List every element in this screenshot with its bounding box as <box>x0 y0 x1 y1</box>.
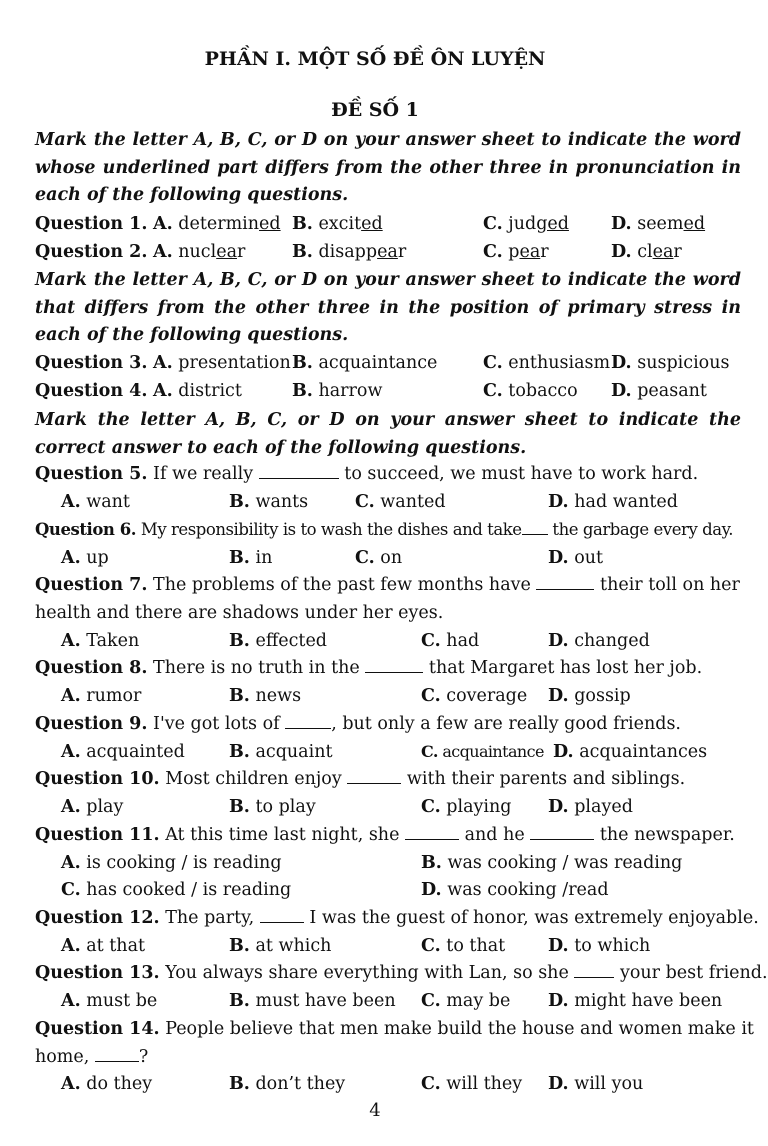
question-6: Question 6. My responsibility is to wash the dishes and take the garbage every day. <box>35 520 734 539</box>
q8-option-a: A. rumor <box>61 686 142 706</box>
q3-option-b: B. acquaintance <box>292 353 438 373</box>
q10-option-d: D. played <box>548 797 633 817</box>
q6-option-d: D. out <box>548 548 604 568</box>
q14-option-c: C. will they <box>421 1074 523 1094</box>
question-13: Question 13. You always share everything with Lan, so she your best friend. <box>35 963 768 983</box>
instruction-stress: Mark the letter A, B, C, or D on your answer sheet to indicate the word that differs from the other three in the position of primary stress in each of the following questions. <box>35 270 741 345</box>
q12-option-d: D. to which <box>548 936 651 956</box>
q7-option-b: B. effected <box>229 631 328 651</box>
q1-option-b: B. excited <box>292 214 383 234</box>
q5-option-b: B. wants <box>229 492 309 512</box>
q13-option-d: D. might have been <box>548 991 723 1011</box>
q14-option-a: A. do they <box>61 1074 153 1094</box>
q14-option-d: D. will you <box>548 1074 644 1094</box>
q2-option-b: B. disappear <box>292 242 407 262</box>
question-1: Question 1. A. determined <box>35 214 281 234</box>
q11-option-b: B. was cooking / was reading <box>421 853 683 873</box>
q11-option-a: A. is cooking / is reading <box>61 853 282 873</box>
q7-option-a: A. Taken <box>61 631 140 651</box>
q8-option-b: B. news <box>229 686 302 706</box>
question-4: Question 4. A. district <box>35 381 242 401</box>
q9-option-c: C. acquaintance <box>421 742 544 761</box>
question-12: Question 12. The party, I was the guest of honor, was extremely enjoyable. <box>35 908 759 928</box>
q4-option-b: B. harrow <box>292 381 383 401</box>
q2-option-d: D. clear <box>611 242 682 262</box>
q13-option-b: B. must have been <box>229 991 396 1011</box>
question-14-line-2: home, ? <box>35 1047 149 1067</box>
q3-option-c: C. enthusiasm <box>483 353 611 373</box>
q2-option-c: C. pear <box>483 242 549 262</box>
q10-option-a: A. play <box>61 797 124 817</box>
q3-option-d: D. suspicious <box>611 353 730 373</box>
q7-option-c: C. had <box>421 631 480 651</box>
question-10: Question 10. Most children enjoy with their parents and siblings. <box>35 769 686 789</box>
q10-option-b: B. to play <box>229 797 316 817</box>
q5-option-c: C. wanted <box>355 492 446 512</box>
q6-option-b: B. in <box>229 548 273 568</box>
q6-option-a: A. up <box>61 548 109 568</box>
q1-option-c: C. judged <box>483 214 569 234</box>
q5-option-d: D. had wanted <box>548 492 678 512</box>
q9-option-b: B. acquaint <box>229 742 333 762</box>
q13-option-a: A. must be <box>61 991 158 1011</box>
question-5: Question 5. If we really to succeed, we must have to work hard. <box>35 464 699 484</box>
question-14: Question 14. People believe that men make build the house and women make it <box>35 1019 754 1039</box>
q1-option-d: D. seemed <box>611 214 706 234</box>
q13-option-c: C. may be <box>421 991 511 1011</box>
q4-option-d: D. peasant <box>611 381 707 401</box>
question-11: Question 11. At this time last night, she and he the newspaper. <box>35 825 735 845</box>
q9-option-d: D. acquaintances <box>553 742 708 762</box>
q10-option-c: C. playing <box>421 797 512 817</box>
question-3: Question 3. A. presentation <box>35 353 291 373</box>
question-7-line-2: health and there are shadows under her eyes. <box>35 603 444 623</box>
q8-option-d: D. gossip <box>548 686 631 706</box>
q6-option-c: C. on <box>355 548 403 568</box>
q14-option-b: B. don’t they <box>229 1074 346 1094</box>
q9-option-a: A. acquainted <box>61 742 185 762</box>
question-2: Question 2. A. nuclear <box>35 242 246 262</box>
q7-option-d: D. changed <box>548 631 650 651</box>
page-number: 4 <box>369 1100 381 1121</box>
q12-option-b: B. at which <box>229 936 332 956</box>
question-9: Question 9. I've got lots of , but only a few are really good friends. <box>35 714 681 734</box>
q12-option-c: C. to that <box>421 936 506 956</box>
q4-option-c: C. tobacco <box>483 381 578 401</box>
question-8: Question 8. There is no truth in the that Margaret has lost her job. <box>35 658 703 678</box>
instruction-correct-answer: Mark the letter A, B, C, or D on your answer sheet to indicate the correct answer to each of the following questions. <box>35 410 741 458</box>
q11-option-d: D. was cooking /read <box>421 880 609 900</box>
part-title: PHẦN I. MỘT SỐ ĐỀ ÔN LUYỆN <box>204 48 546 70</box>
question-7: Question 7. The problems of the past few months have their toll on her <box>35 575 740 595</box>
test-title: ĐỀ SỐ 1 <box>331 99 419 121</box>
q5-option-a: A. want <box>61 492 130 512</box>
q12-option-a: A. at that <box>61 936 146 956</box>
instruction-pronunciation: Mark the letter A, B, C, or D on your answer sheet to indicate the word whose underlined part differs from the other three in pronunciation in each of the following questions. <box>35 130 741 205</box>
q8-option-c: C. coverage <box>421 686 528 706</box>
q11-option-c: C. has cooked / is reading <box>61 880 292 900</box>
